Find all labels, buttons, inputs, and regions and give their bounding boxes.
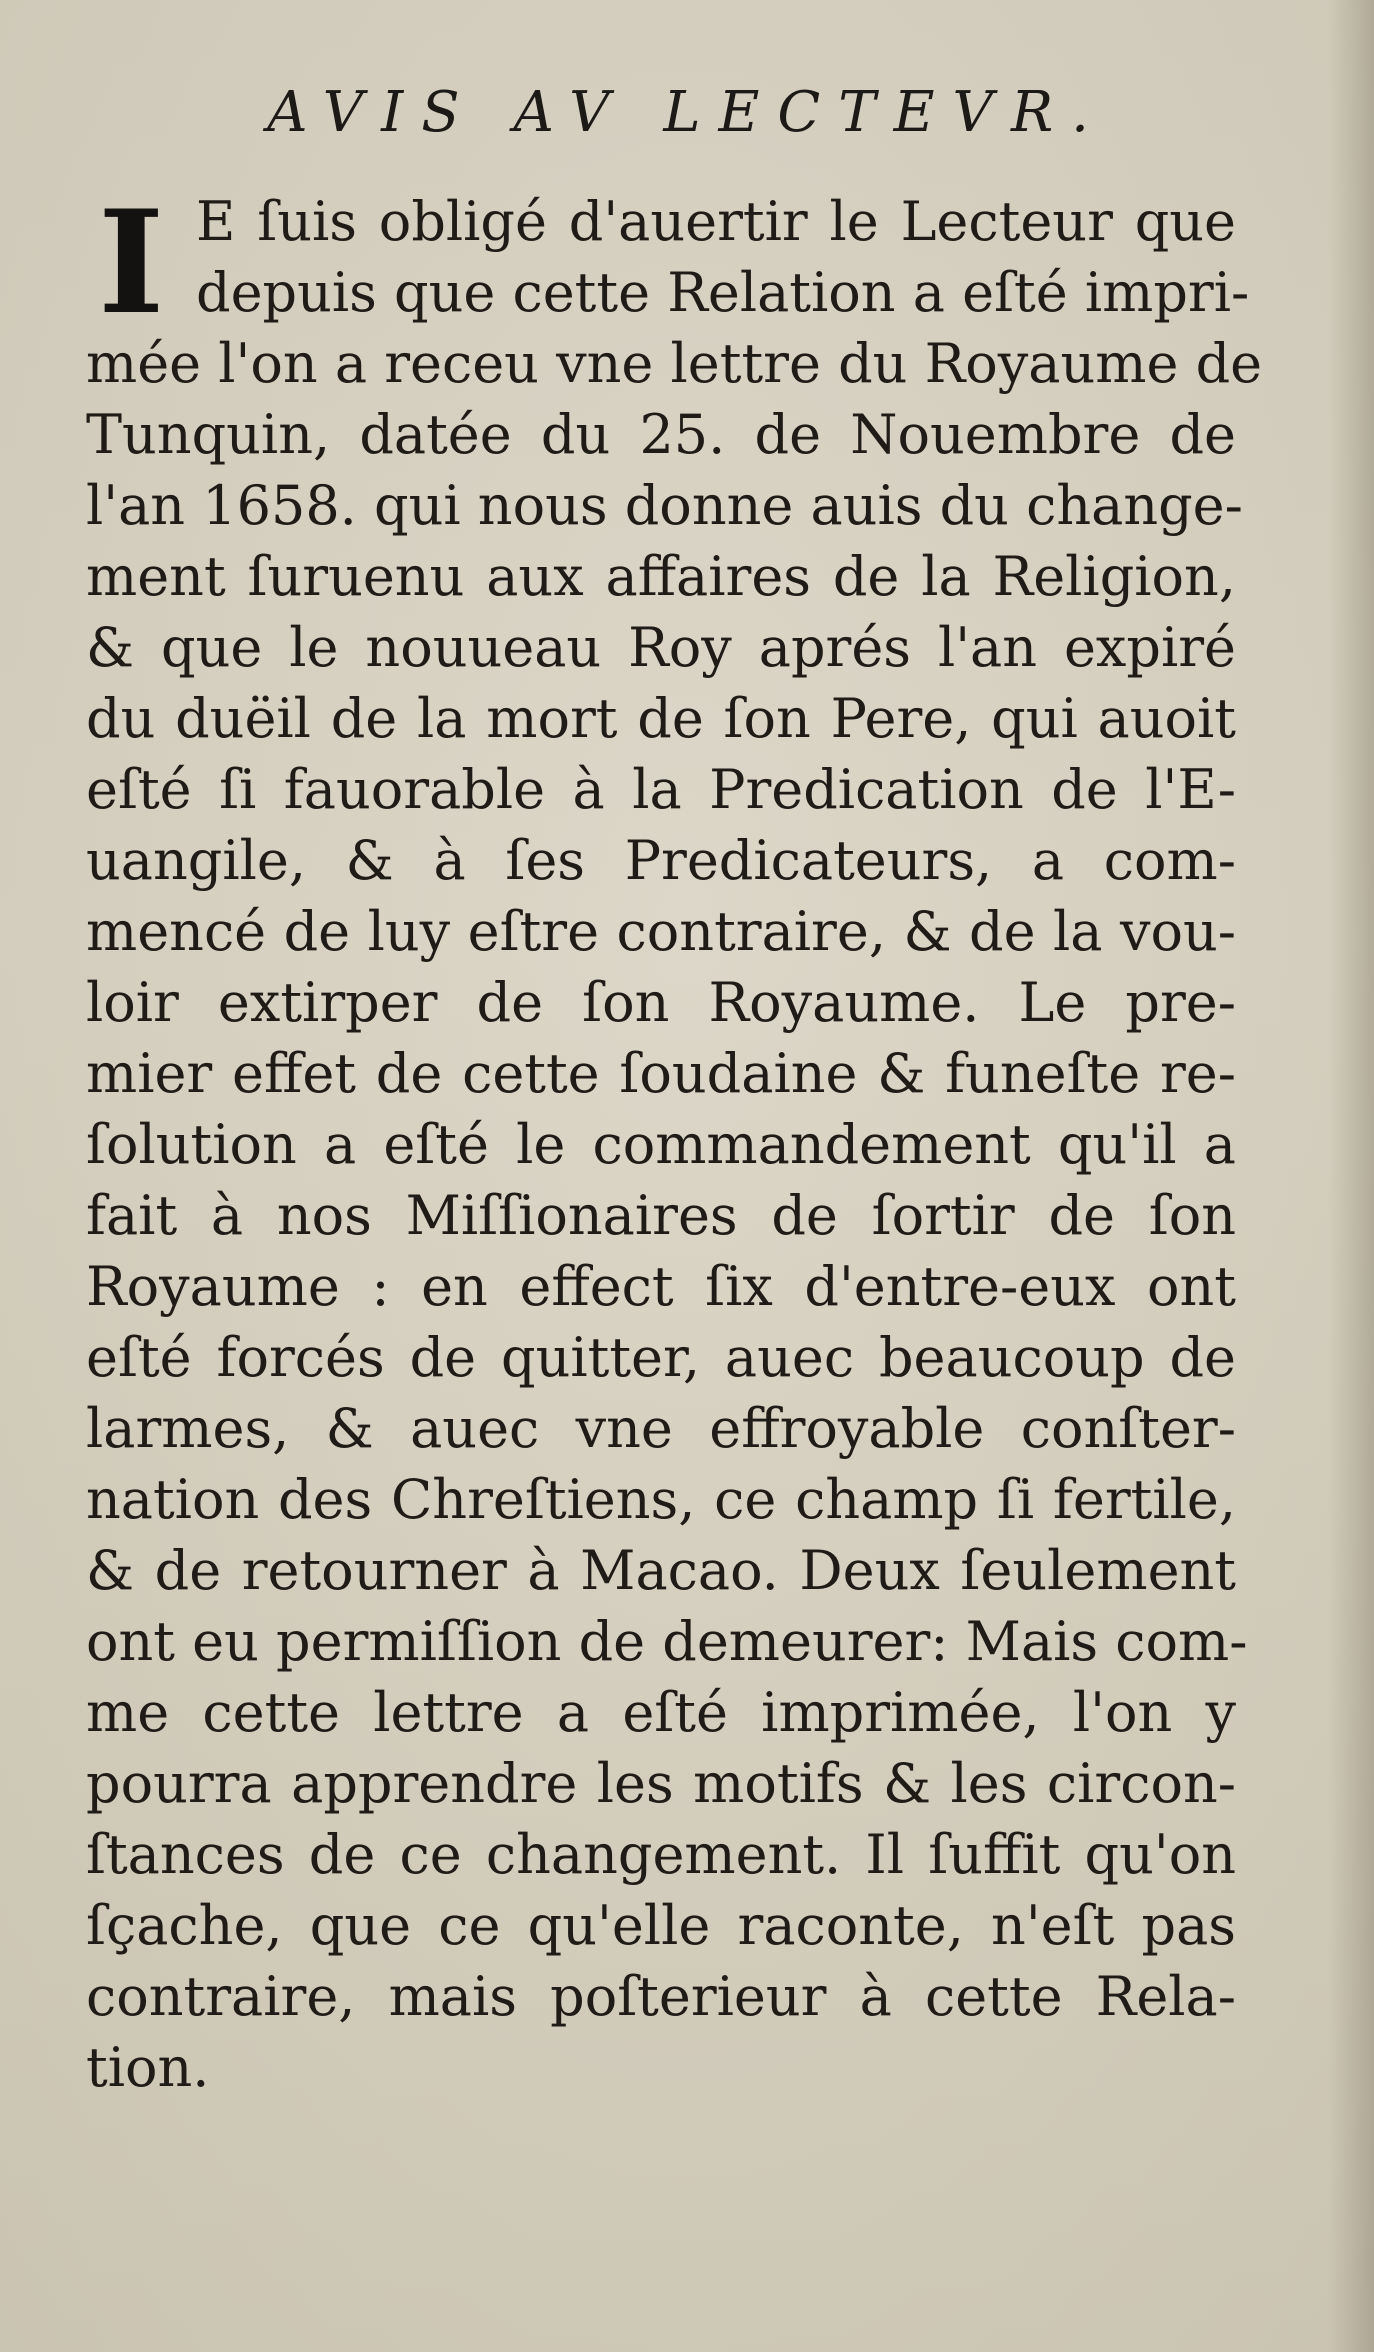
text-line: l'an 1658. qui nous donne auis du change- (86, 474, 1243, 537)
text-line: depuis que cette Relation a eſté impri- (196, 261, 1250, 324)
text-line: eſté ſi fauorable à la Predication de l'E- (86, 758, 1236, 821)
text-line: ſolution a eſté le commandement qu'il a (86, 1113, 1236, 1176)
text-line: tion. (86, 2036, 210, 2099)
text-line: Royaume : en effect ſix d'entre-eux ont (86, 1255, 1236, 1318)
text-line: mencé de luy eſtre contraire, & de la vou- (86, 900, 1236, 963)
running-title: AVIS AV LECTEVR. (267, 80, 1107, 145)
body-text (86, 180, 1263, 2103)
text-line: fait à nos Miſſionaires de ſortir de ſon (86, 1184, 1236, 1247)
text-line: contraire, mais poſterieur à cette Rela- (86, 1965, 1236, 2028)
text-line: & de retourner à Macao. Deux ſeulement (86, 1539, 1236, 1602)
text-line: & que le nouueau Roy aprés l'an expiré (86, 616, 1236, 679)
text-line: ont eu permiſſion de demeurer: Mais com- (86, 1610, 1248, 1673)
text-line: mée l'on a receu vne lettre du Royaume de (86, 332, 1263, 395)
text-line: eſté forcés de quitter, auec beaucoup de (86, 1326, 1236, 1389)
text-line: loir extirper de ſon Royaume. Le pre- (86, 971, 1236, 1034)
page-edge-shadow (1328, 0, 1374, 2352)
text-line: Tunquin, datée du 25. de Nouembre de (86, 403, 1236, 466)
text-line: ſçache, que ce qu'elle raconte, n'eſt pas (86, 1894, 1236, 1957)
text-line: mier effet de cette ſoudaine & funeſte re- (86, 1042, 1236, 1105)
drop-cap: I (98, 180, 165, 346)
text-line: uangile, & à ſes Predicateurs, a com- (86, 829, 1236, 892)
text-line: E ſuis obligé d'auertir le Lecteur que (196, 190, 1236, 253)
text-line: du duëil de la mort de ſon Pere, qui auoit (86, 687, 1236, 750)
text-line: ſtances de ce changement. Il ſuffit qu'on (86, 1823, 1236, 1886)
text-line: nation des Chreſtiens, ce champ ſi fertile, (86, 1468, 1236, 1531)
text-line: me cette lettre a eſté imprimée, l'on y (86, 1681, 1236, 1744)
text-line: larmes, & auec vne effroyable conſter- (86, 1397, 1236, 1460)
text-line: pourra apprendre les motifs & les circon- (86, 1752, 1236, 1815)
text-line: ment ſuruenu aux affaires de la Religion, (86, 545, 1236, 608)
